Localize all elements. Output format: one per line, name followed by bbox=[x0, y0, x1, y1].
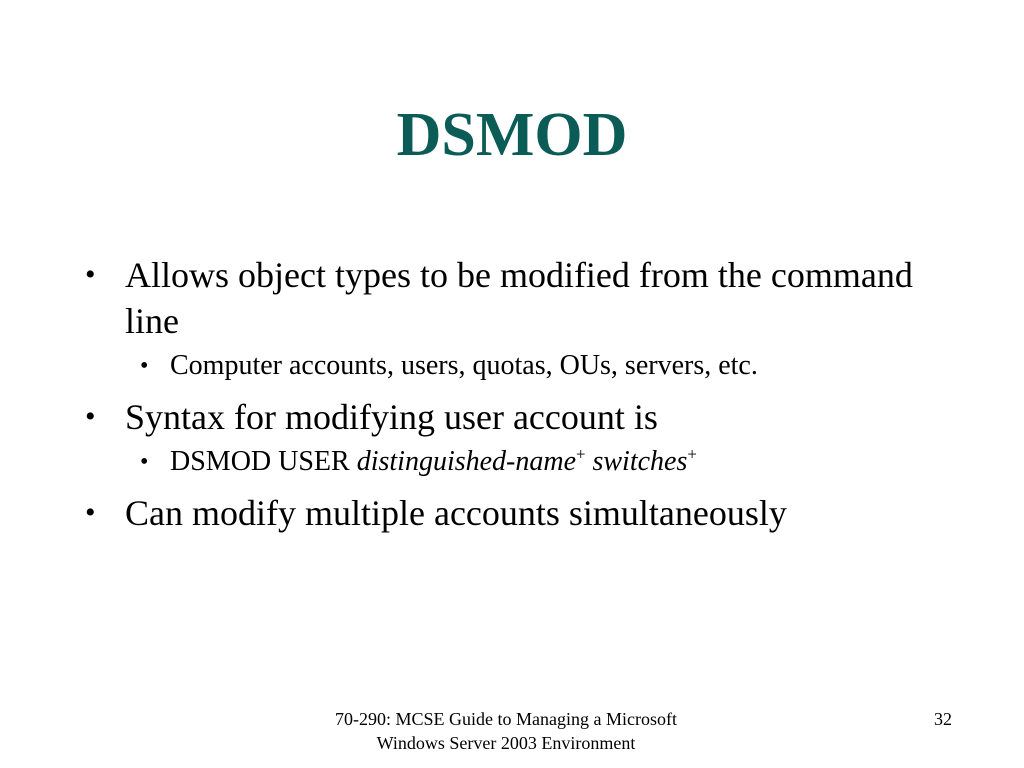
bullet-text: Syntax for modifying user account is bbox=[125, 397, 658, 437]
sub-bullet-text: Computer accounts, users, quotas, OUs, servers, etc. bbox=[170, 350, 758, 381]
bullet-text: Can modify multiple accounts simultaneously bbox=[125, 493, 787, 533]
syntax-command: DSMOD USER bbox=[170, 446, 357, 477]
syntax-arg-distinguished-name: distinguished-name bbox=[356, 446, 577, 477]
sub-bullet-item bbox=[85, 348, 945, 384]
bullet-item bbox=[85, 252, 945, 344]
bullet-text: Allows object types to be modified from the command line bbox=[125, 255, 913, 341]
sub-bullet-icon: • bbox=[140, 353, 149, 379]
syntax-arg-switches: switches bbox=[592, 446, 688, 477]
footer-text bbox=[296, 707, 716, 755]
bullet-item bbox=[85, 490, 945, 536]
bullet-icon: • bbox=[85, 258, 96, 291]
sub-bullet-icon: • bbox=[140, 449, 149, 475]
bullet-icon: • bbox=[85, 496, 96, 529]
slide-title: DSMOD bbox=[396, 101, 628, 169]
bullet-list bbox=[85, 252, 945, 536]
bullet-icon: • bbox=[85, 400, 96, 433]
sub-bullet-item bbox=[85, 444, 945, 480]
syntax-sup-2: + bbox=[687, 444, 697, 464]
footer-line-1: 70-290: MCSE Guide to Managing a Microsoft bbox=[335, 709, 677, 729]
footer-line-2: Windows Server 2003 Environment bbox=[376, 733, 636, 753]
bullet-item bbox=[85, 394, 945, 440]
page-number: 32 bbox=[934, 709, 952, 729]
syntax-sup-1: + bbox=[576, 444, 586, 464]
